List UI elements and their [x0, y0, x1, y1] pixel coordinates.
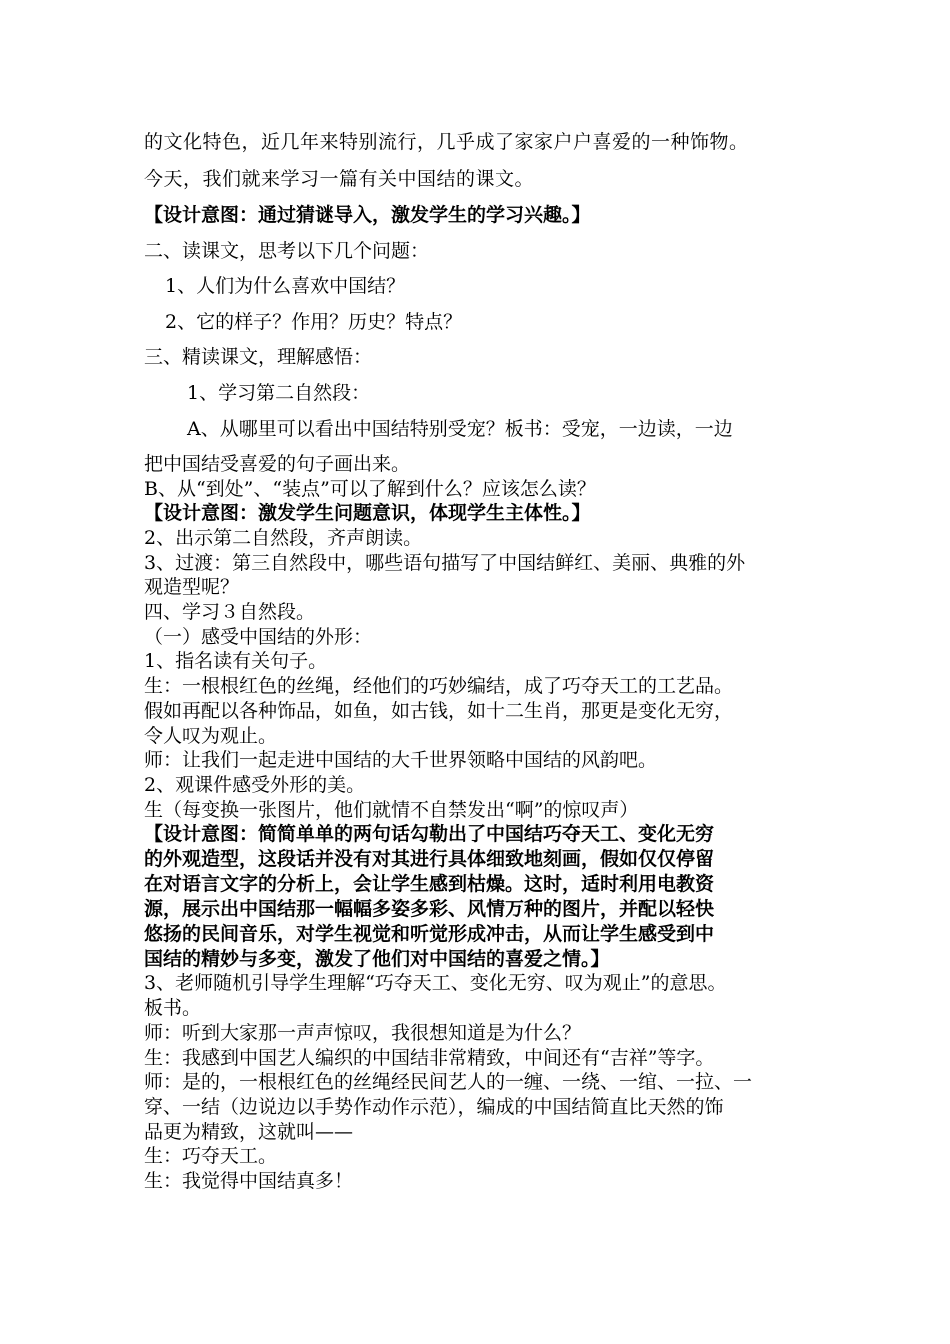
paragraph-line: 3、老师随机引导学生理解“巧夺天工、变化无穷、叹为观止”的意思。: [144, 972, 727, 994]
paragraph-line: 穿、一结（边说边以手势作动作示范），编成的中国结简直比天然的饰: [144, 1096, 724, 1118]
design-intent-note: 的外观造型，这段话并没有对其进行具体细致地刻画，假如仅仅停留: [144, 848, 715, 870]
section-heading: 三、精读课文，理解感悟：: [144, 346, 373, 368]
section-heading: 四、学习３自然段。: [144, 601, 316, 623]
paragraph-line: 令人叹为观止。: [144, 725, 278, 747]
design-intent-note: 【设计意图：简简单单的两句话勾勒出了中国结巧夺天工、变化无穷: [144, 823, 715, 845]
paragraph-line: 生：我感到中国艺人编织的中国结非常精致，中间还有“吉祥”等字。: [144, 1047, 715, 1069]
paragraph-line: 假如再配以各种饰品，如鱼，如古钱，如十二生肖，那更是变化无穷，: [144, 700, 734, 722]
design-intent-note: 【设计意图：通过猜谜导入，激发学生的学习兴趣。】: [144, 204, 591, 226]
section-heading: 二、读课文，思考以下几个问题：: [144, 240, 430, 262]
subsection-heading: （一）感受中国结的外形：: [144, 626, 373, 648]
paragraph-line: 生（每变换一张图片，他们就情不自禁发出“啊”的惊叹声）: [144, 799, 639, 821]
paragraph-line: 师：听到大家那一声声惊叹，我很想知道是为什么？: [144, 1022, 582, 1044]
paragraph-line: 品更为精致，这就叫——: [144, 1121, 354, 1143]
paragraph-line: 3、过渡：第三自然段中，哪些语句描写了中国结鲜红、美丽、典雅的外: [144, 552, 746, 574]
paragraph-line: 今天，我们就来学习一篇有关中国结的课文。: [144, 168, 535, 190]
design-intent-note: 悠扬的民间音乐，对学生视觉和听觉形成冲击，从而让学生感受到中: [144, 923, 715, 945]
design-intent-note: 在对语言文字的分析上，会让学生感到枯燥。这时，适时利用电教资: [144, 873, 715, 895]
paragraph-line: 生：一根根红色的丝绳，经他们的巧妙编结，成了巧夺天工的工艺品。: [144, 675, 734, 697]
paragraph-line: 的文化特色，近几年来特别流行，几乎成了家家户户喜爱的一种饰物。: [144, 131, 749, 153]
paragraph-line: 生：巧夺天工。: [144, 1145, 278, 1167]
design-intent-note: 源，展示出中国结那一幅幅多姿多彩、风情万种的图片，并配以轻快: [144, 898, 715, 920]
paragraph-line: 板书。: [144, 997, 202, 1019]
paragraph-line: 生：我觉得中国结真多！: [144, 1170, 354, 1192]
question-item: 2、它的样子？作用？历史？特点？: [165, 311, 463, 333]
subsection-heading: 1、学习第二自然段：: [187, 382, 371, 404]
paragraph-line: 1、指名读有关句子。: [144, 650, 328, 672]
paragraph-line: 师：是的，一根根红色的丝绳经民间艺人的一缠、一绕、一绾、一拉、一: [144, 1071, 753, 1093]
paragraph-line: 把中国结受喜爱的句子画出来。: [144, 453, 411, 475]
paragraph-line: 师：让我们一起走进中国结的大千世界领略中国结的风韵吧。: [144, 749, 658, 771]
paragraph-line: 2、出示第二自然段，齐声朗读。: [144, 527, 423, 549]
paragraph-line: 2、观课件感受外形的美。: [144, 774, 366, 796]
design-intent-note: 国结的精妙与多变，激发了他们对中国结的喜爱之情。】: [144, 948, 610, 970]
question-item: 1、人们为什么喜欢中国结？: [165, 275, 406, 297]
design-intent-note: 【设计意图：激发学生问题意识，体现学生主体性。】: [144, 502, 591, 524]
paragraph-line: 观造型呢？: [144, 576, 240, 598]
paragraph-line: B、从“到处”、“装点”可以了解到什么？应该怎么读？: [144, 478, 596, 500]
paragraph-line: A、从哪里可以看出中国结特别受宠？板书：受宠，一边读，一边: [187, 418, 733, 440]
